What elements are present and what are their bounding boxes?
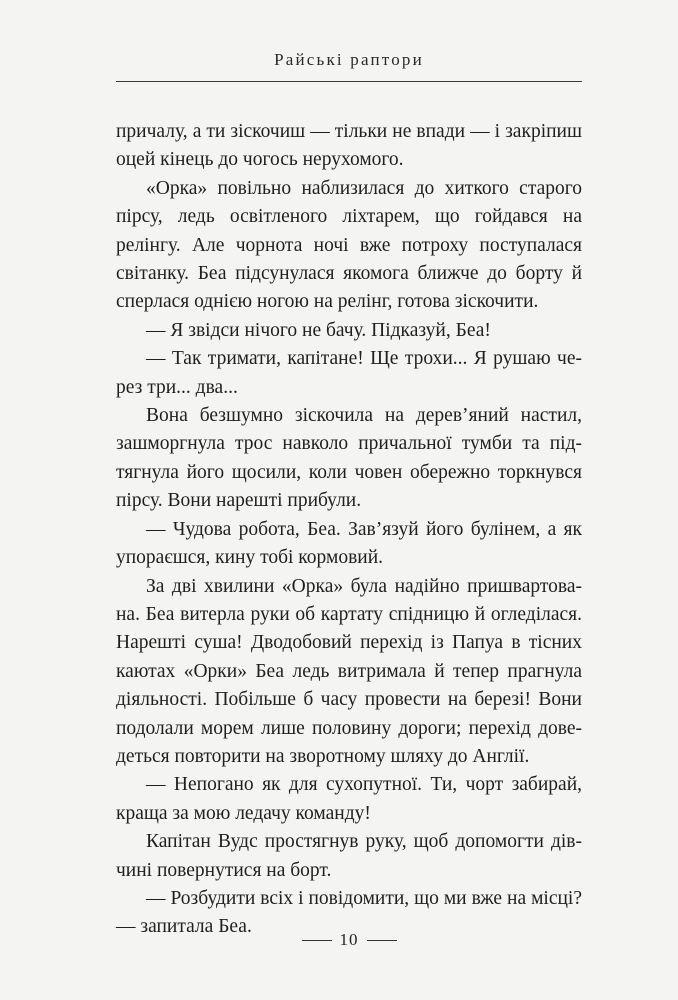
paragraph: — Розбудити всіх і повідомити, що ми вже на місці? — запитала Беа.: [116, 887, 582, 938]
paragraph: — Чудова робота, Беа. Зав’язуй його булінем, а як упораєшся, кину тобі кормовий.: [116, 518, 582, 569]
folio-dash-left: [302, 940, 332, 941]
page-footer: [116, 930, 582, 950]
paragraph: — Непогано як для сухопутної. Ти, чорт забирай, краща за мою ледачу команду!: [116, 774, 582, 824]
body-text: [116, 118, 582, 942]
paragraph: Капітан Вудс простягнув руку, щоб допомогти дівчині повернутися на борт.: [116, 831, 582, 881]
page-number: 10: [339, 930, 359, 949]
paragraph: За дві хвилини «Орка» була надійно пришвартована. Беа витерла руки об картату спідницю й огледілася. Нарешті суша! Дводобовий перехід із Папуа в тісних каютах «Орки» Беа ледь витримала й тепер прагнула діяльності. Побільше б часу провести на березі! Вони подолали морем лише половину дороги; перехід доведеться повторити на зворотному шляху до Англії.: [116, 575, 582, 767]
running-head: Райські раптори: [274, 50, 424, 69]
folio-dash-right: [367, 940, 397, 941]
paragraph: причалу, а ти зіскочиш — тільки не впади — і закріпиш оцей кінець до чогось нерухомого.: [116, 121, 582, 171]
paragraph: Вона безшумно зіскочила на дерев’яний настил, зашморгнула трос навколо причальної тумби та підтягнула його щосили, коли човен обережно торкнувся пірсу. Вони нарешті прибули.: [116, 405, 582, 512]
paragraph: — Я звідси нічого не бачу. Підказуй, Беа!: [146, 319, 491, 341]
header-rule: [116, 81, 582, 82]
paragraph: — Так тримати, капітане! Ще трохи... Я рушаю через три... два...: [116, 348, 582, 398]
paragraph: «Орка» повільно наблизилася до хиткого старого пірсу, ледь освітленого ліхтарем, що гойдався на релінгу. Але чорнота ночі вже потроху поступалася світанку. Беа підсунулася якомога ближче до борту й сперлася однією ногою на релінг, готова зіскочити.: [116, 177, 582, 313]
